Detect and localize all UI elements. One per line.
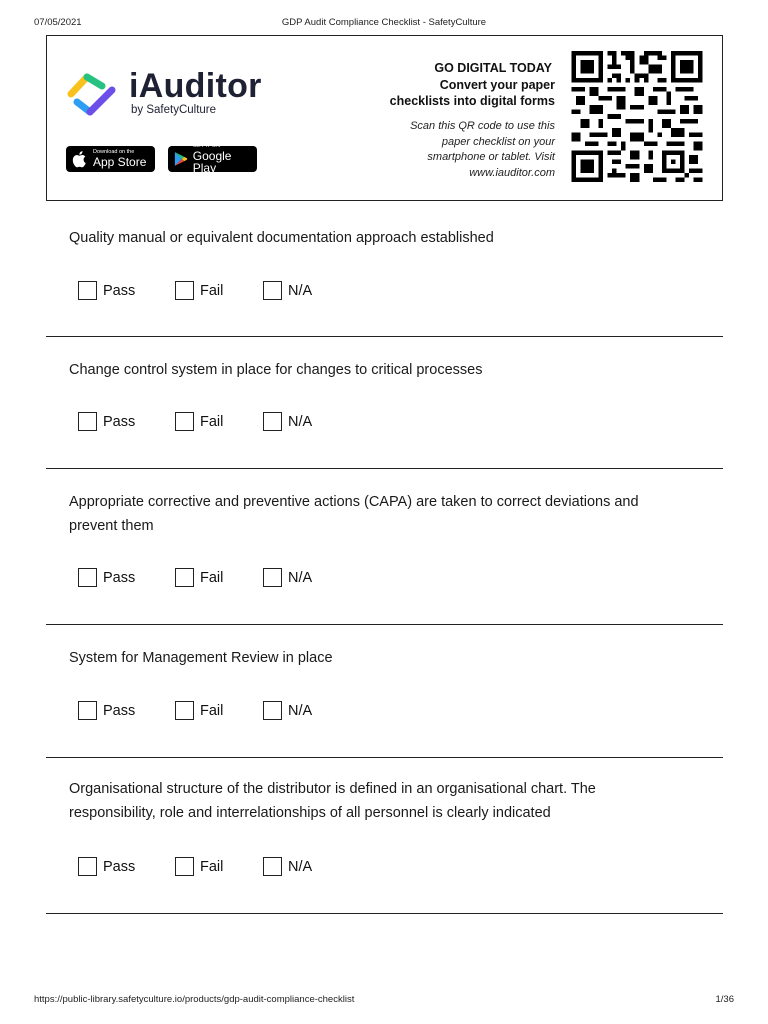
na-label: N/A xyxy=(288,569,313,586)
promo-note-line-4: www.iauditor.com xyxy=(469,166,555,179)
promo-note-line-3: smartphone or tablet. Visit xyxy=(427,151,555,163)
pass-checkbox[interactable] xyxy=(78,281,97,300)
question-item xyxy=(46,758,723,914)
question-text-line-1: System for Management Review in place xyxy=(69,650,333,666)
question-text xyxy=(69,777,689,825)
apple-icon xyxy=(72,150,88,168)
na-checkbox[interactable] xyxy=(263,701,282,720)
promo-note-line-1: Scan this QR code to use this xyxy=(410,120,555,132)
pass-label: Pass xyxy=(103,702,136,719)
google-play-badge[interactable] xyxy=(168,142,257,176)
question-text xyxy=(69,226,689,250)
question-item xyxy=(46,337,723,469)
source-url[interactable]: https://public-library.safetyculture.io/products/gdp-audit-compliance-checklist xyxy=(34,994,355,1005)
google-play-big-text: Google Play xyxy=(192,149,232,176)
fail-option[interactable] xyxy=(175,701,223,720)
app-store-small-text: Download on the xyxy=(93,148,135,155)
pass-option[interactable] xyxy=(78,412,135,431)
promo-note xyxy=(385,119,555,181)
pass-label: Pass xyxy=(103,282,136,299)
app-store-badge[interactable] xyxy=(66,146,155,172)
fail-label: Fail xyxy=(200,413,224,430)
na-option[interactable] xyxy=(263,568,312,587)
question-text xyxy=(69,490,689,538)
page-number: 1/36 xyxy=(715,994,734,1005)
google-play-small-text: GET IT ON xyxy=(192,142,221,149)
question-text-line-2: responsibility, role and interrelationships of all personnel is clearly indicated xyxy=(69,805,551,821)
na-option[interactable] xyxy=(263,701,312,720)
app-store-big-text: App Store xyxy=(93,155,147,170)
fail-checkbox[interactable] xyxy=(175,857,194,876)
pass-checkbox[interactable] xyxy=(78,857,97,876)
iauditor-logo-icon xyxy=(66,68,118,118)
qr-code-icon xyxy=(570,51,704,182)
fail-checkbox[interactable] xyxy=(175,281,194,300)
na-option[interactable] xyxy=(263,281,312,300)
pass-label: Pass xyxy=(103,858,136,875)
question-text xyxy=(69,646,689,670)
question-item xyxy=(46,469,723,625)
google-play-icon xyxy=(174,150,188,168)
pass-checkbox[interactable] xyxy=(78,701,97,720)
na-checkbox[interactable] xyxy=(263,857,282,876)
promo-line-2: Convert your paper xyxy=(439,77,555,92)
fail-label: Fail xyxy=(200,282,224,299)
fail-option[interactable] xyxy=(175,281,223,300)
na-option[interactable] xyxy=(263,857,312,876)
pass-label: Pass xyxy=(103,413,136,430)
pass-checkbox[interactable] xyxy=(78,412,97,431)
pass-checkbox[interactable] xyxy=(78,568,97,587)
fail-label: Fail xyxy=(200,858,224,875)
fail-checkbox[interactable] xyxy=(175,412,194,431)
promo-line-1: GO DIGITAL TODAY xyxy=(434,61,552,75)
fail-label: Fail xyxy=(200,702,224,719)
fail-checkbox[interactable] xyxy=(175,568,194,587)
question-text-line-1: Quality manual or equivalent documentation approach established xyxy=(69,230,494,246)
pass-label: Pass xyxy=(103,569,136,586)
question-item xyxy=(46,201,723,337)
promo-line-3: checklists into digital forms xyxy=(389,94,555,108)
na-option[interactable] xyxy=(263,412,312,431)
na-label: N/A xyxy=(288,413,313,430)
print-footer xyxy=(0,994,768,1008)
print-header xyxy=(0,17,768,31)
question-item xyxy=(46,625,723,758)
question-text-line-1: Organisational structure of the distributor is defined in an organisational chart. The xyxy=(69,781,596,797)
print-date: 07/05/2021 xyxy=(34,17,82,28)
fail-option[interactable] xyxy=(175,412,223,431)
pass-option[interactable] xyxy=(78,701,135,720)
fail-label: Fail xyxy=(200,569,224,586)
fail-option[interactable] xyxy=(175,857,223,876)
promo-note-line-2: paper checklist on your xyxy=(441,135,555,148)
print-title: GDP Audit Compliance Checklist - SafetyCulture xyxy=(281,17,487,28)
na-checkbox[interactable] xyxy=(263,281,282,300)
pass-option[interactable] xyxy=(78,281,135,300)
brand-name: iAuditor xyxy=(129,67,262,105)
na-checkbox[interactable] xyxy=(263,412,282,431)
question-text-line-1: Change control system in place for changes to critical processes xyxy=(69,362,483,378)
question-text-line-1: Appropriate corrective and preventive actions (CAPA) are taken to correct deviations and xyxy=(69,494,639,510)
na-label: N/A xyxy=(288,858,313,875)
na-label: N/A xyxy=(288,702,313,719)
fail-checkbox[interactable] xyxy=(175,701,194,720)
brand-subtitle: by SafetyCulture xyxy=(131,104,217,116)
promo-heading xyxy=(390,60,555,110)
na-label: N/A xyxy=(288,282,313,299)
na-checkbox[interactable] xyxy=(263,568,282,587)
iauditor-banner xyxy=(46,35,723,201)
fail-option[interactable] xyxy=(175,568,223,587)
pass-option[interactable] xyxy=(78,568,135,587)
pass-option[interactable] xyxy=(78,857,135,876)
question-text xyxy=(69,358,689,382)
question-text-line-2: prevent them xyxy=(69,518,154,534)
